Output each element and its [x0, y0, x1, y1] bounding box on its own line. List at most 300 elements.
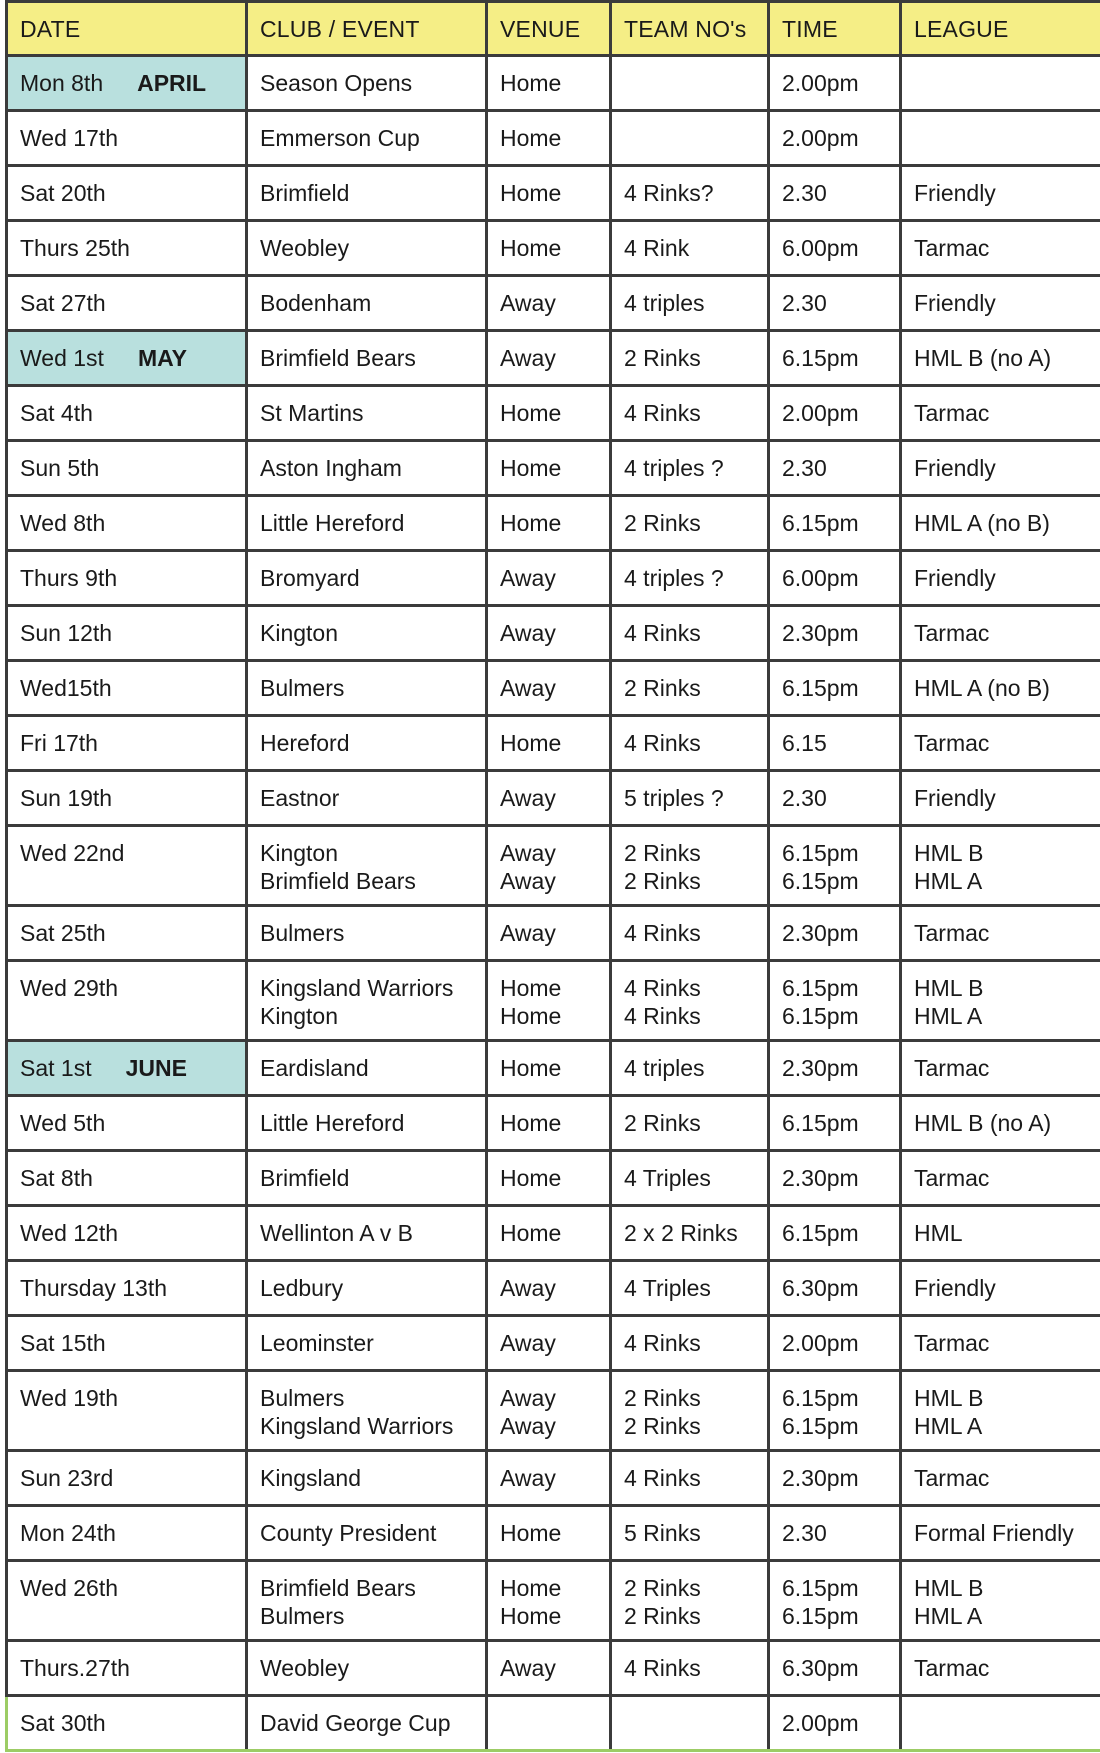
time-text: 2.30 [782, 785, 827, 811]
club-text: Kington [260, 1003, 339, 1029]
table-row [7, 606, 1100, 661]
venue-text: Home [500, 730, 562, 756]
club-text: Hereford [260, 730, 350, 756]
club-cell [247, 551, 487, 606]
club-cell [247, 1506, 487, 1561]
date-cell [7, 551, 247, 606]
time-text: 6.15pm [782, 1003, 859, 1029]
venue-text: Away [500, 1465, 556, 1491]
time-text: 6.15pm [782, 510, 859, 536]
header-club: CLUB / EVENT [247, 2, 487, 56]
date-text: Wed 19th [20, 1385, 119, 1411]
venue-text: Away [500, 1385, 556, 1411]
date-cell [7, 716, 247, 771]
venue-text: Away [500, 290, 556, 316]
club-text: Bulmers [260, 920, 345, 946]
month-label: MAY [137, 345, 187, 371]
date-cell [7, 441, 247, 496]
venue-text: Away [500, 1655, 556, 1681]
table-row [7, 661, 1100, 716]
team-cell [611, 716, 769, 771]
league-cell [901, 386, 1100, 441]
club-text: Bulmers [260, 1603, 345, 1629]
date-text: Thurs.27th [20, 1655, 130, 1681]
league-cell [901, 906, 1100, 961]
league-text: HML [914, 1220, 963, 1246]
league-text: Friendly [914, 180, 996, 206]
league-text: HML A [914, 868, 983, 894]
date-text: Sat 30th [20, 1710, 106, 1736]
league-cell [901, 166, 1100, 221]
team-cell [611, 331, 769, 386]
league-text: HML A (no B) [914, 510, 1050, 536]
table-row [7, 826, 1100, 906]
date-cell [7, 331, 247, 386]
date-cell [7, 661, 247, 716]
date-cell [7, 386, 247, 441]
date-text: Wed 26th [20, 1575, 119, 1601]
venue-cell [487, 1096, 611, 1151]
time-text: 6.15 [782, 730, 827, 756]
time-cell [769, 56, 901, 111]
league-text: HML B (no A) [914, 1110, 1052, 1136]
time-text: 2.30 [782, 455, 827, 481]
date-cell [7, 606, 247, 661]
league-text: Tarmac [914, 730, 990, 756]
venue-text: Home [500, 1575, 562, 1601]
time-cell [769, 386, 901, 441]
venue-text: Home [500, 1165, 562, 1191]
table-row [7, 111, 1100, 166]
table-row [7, 276, 1100, 331]
header-venue: VENUE [487, 2, 611, 56]
table-row [7, 716, 1100, 771]
time-cell [769, 1371, 901, 1451]
league-cell [901, 1561, 1100, 1641]
time-cell [769, 1316, 901, 1371]
table-row [7, 386, 1100, 441]
time-text: 6.15pm [782, 345, 859, 371]
club-text: Kingsland Warriors [260, 1413, 454, 1439]
team-cell [611, 606, 769, 661]
club-cell [247, 1696, 487, 1751]
venue-text: Home [500, 235, 562, 261]
club-text: Kingsland [260, 1465, 362, 1491]
team-cell [611, 56, 769, 111]
time-cell [769, 1261, 901, 1316]
venue-cell [487, 56, 611, 111]
club-cell [247, 221, 487, 276]
time-cell [769, 661, 901, 716]
club-text: Bulmers [260, 1385, 345, 1411]
league-cell [901, 1261, 1100, 1316]
club-text: Brimfield [260, 1165, 350, 1191]
date-text: Wed15th [20, 675, 112, 701]
table-row [7, 1371, 1100, 1451]
league-text: HML B [914, 975, 984, 1001]
club-text: Eastnor [260, 785, 340, 811]
date-cell [7, 1451, 247, 1506]
header-row [7, 2, 1100, 56]
time-text: 6.15pm [782, 675, 859, 701]
date-text: Wed 22nd [20, 840, 125, 866]
venue-text: Away [500, 1330, 556, 1356]
club-cell [247, 496, 487, 551]
league-text: Formal Friendly [914, 1520, 1074, 1546]
team-cell [611, 386, 769, 441]
date-cell [7, 1151, 247, 1206]
team-text: 4 Triples [624, 1275, 711, 1301]
venue-text: Home [500, 1603, 562, 1629]
club-text: Emmerson Cup [260, 125, 420, 151]
time-cell [769, 1041, 901, 1096]
venue-text: Home [500, 1055, 562, 1081]
venue-text: Away [500, 1413, 556, 1439]
venue-cell [487, 496, 611, 551]
club-text: Season Opens [260, 70, 413, 96]
venue-text: Away [500, 620, 556, 646]
club-cell [247, 331, 487, 386]
team-text: 2 Rinks [624, 868, 701, 894]
team-text: 4 Rinks [624, 975, 701, 1001]
venue-text: Home [500, 1520, 562, 1546]
team-text: 2 Rinks [624, 1603, 701, 1629]
table-row [7, 771, 1100, 826]
table-row [7, 166, 1100, 221]
team-text: 5 Rinks [624, 1520, 701, 1546]
date-text: Sat 25th [20, 920, 106, 946]
date-text: Wed 1st [20, 345, 104, 371]
league-cell [901, 961, 1100, 1041]
club-cell [247, 771, 487, 826]
league-text: Tarmac [914, 1165, 990, 1191]
date-cell [7, 961, 247, 1041]
date-cell [7, 496, 247, 551]
league-cell [901, 551, 1100, 606]
date-cell [7, 906, 247, 961]
table-row [7, 496, 1100, 551]
venue-text: Away [500, 868, 556, 894]
club-text: Kington [260, 840, 339, 866]
time-text: 2.00pm [782, 1330, 859, 1356]
club-cell [247, 111, 487, 166]
league-cell [901, 221, 1100, 276]
league-cell [901, 496, 1100, 551]
month-label: APRIL [137, 70, 207, 96]
date-cell [7, 1206, 247, 1261]
club-cell [247, 1316, 487, 1371]
table-row [7, 1451, 1100, 1506]
time-cell [769, 551, 901, 606]
club-text: Bodenham [260, 290, 372, 316]
league-text: HML B [914, 1575, 984, 1601]
club-text: Weobley [260, 235, 350, 261]
time-text: 2.30 [782, 180, 827, 206]
date-cell [7, 56, 247, 111]
club-text: County President [260, 1520, 437, 1546]
time-cell [769, 716, 901, 771]
club-cell [247, 1041, 487, 1096]
time-text: 6.15pm [782, 1575, 859, 1601]
venue-cell [487, 606, 611, 661]
team-cell [611, 906, 769, 961]
team-text: 2 Rinks [624, 510, 701, 536]
league-cell [901, 111, 1100, 166]
team-text: 4 triples [624, 290, 705, 316]
date-text: Thursday 13th [20, 1275, 168, 1301]
club-cell [247, 1206, 487, 1261]
time-text: 2.30pm [782, 1165, 859, 1191]
team-cell [611, 1641, 769, 1696]
venue-text: Away [500, 785, 556, 811]
league-text: HML B [914, 1385, 984, 1411]
date-text: Thurs 25th [20, 235, 130, 261]
table-row [7, 331, 1100, 386]
time-cell [769, 441, 901, 496]
time-text: 2.30pm [782, 920, 859, 946]
league-text: Friendly [914, 290, 996, 316]
team-cell [611, 1696, 769, 1751]
date-text: Sun 12th [20, 620, 113, 646]
league-text: HML A [914, 1603, 983, 1629]
date-cell [7, 1096, 247, 1151]
venue-text: Home [500, 1110, 562, 1136]
venue-cell [487, 1151, 611, 1206]
league-text: Friendly [914, 785, 996, 811]
date-text: Sun 19th [20, 785, 113, 811]
club-cell [247, 661, 487, 716]
header-date: DATE [7, 2, 247, 56]
league-cell [901, 56, 1100, 111]
time-text: 2.30pm [782, 1465, 859, 1491]
date-cell [7, 1041, 247, 1096]
time-text: 6.30pm [782, 1655, 859, 1681]
league-cell [901, 661, 1100, 716]
league-text: Tarmac [914, 1330, 990, 1356]
time-cell [769, 906, 901, 961]
league-text: HML A (no B) [914, 675, 1050, 701]
club-cell [247, 1451, 487, 1506]
club-text: Bromyard [260, 565, 360, 591]
time-cell [769, 111, 901, 166]
team-text: 2 Rinks [624, 1575, 701, 1601]
time-text: 2.30 [782, 290, 827, 316]
team-cell [611, 1506, 769, 1561]
time-text: 2.00pm [782, 125, 859, 151]
club-cell [247, 166, 487, 221]
team-cell [611, 1371, 769, 1451]
team-text: 2 Rinks [624, 345, 701, 371]
date-text: Sat 15th [20, 1330, 106, 1356]
venue-text: Home [500, 180, 562, 206]
venue-text: Home [500, 1003, 562, 1029]
team-cell [611, 961, 769, 1041]
table-row [7, 961, 1100, 1041]
table-row [7, 221, 1100, 276]
league-text: Tarmac [914, 620, 990, 646]
date-text: Sun 23rd [20, 1465, 114, 1491]
time-text: 2.00pm [782, 400, 859, 426]
time-cell [769, 606, 901, 661]
table-header [7, 2, 1100, 56]
venue-cell [487, 771, 611, 826]
venue-cell [487, 1261, 611, 1316]
league-text: Friendly [914, 455, 996, 481]
club-text: David George Cup [260, 1710, 451, 1736]
team-cell [611, 1561, 769, 1641]
time-cell [769, 1696, 901, 1751]
league-cell [901, 1506, 1100, 1561]
club-cell [247, 1641, 487, 1696]
time-text: 6.00pm [782, 565, 859, 591]
header-league: LEAGUE [901, 2, 1100, 56]
league-cell [901, 441, 1100, 496]
date-text: Sat 8th [20, 1165, 93, 1191]
team-cell [611, 1041, 769, 1096]
date-text: Wed 5th [20, 1110, 106, 1136]
time-cell [769, 961, 901, 1041]
venue-cell [487, 551, 611, 606]
team-text: 2 Rinks [624, 840, 701, 866]
venue-text: Away [500, 840, 556, 866]
venue-text: Away [500, 1275, 556, 1301]
venue-cell [487, 716, 611, 771]
team-text: 4 Triples [624, 1165, 711, 1191]
league-cell [901, 1041, 1100, 1096]
league-cell [901, 1316, 1100, 1371]
team-text: 2 x 2 Rinks [624, 1220, 738, 1246]
date-cell [7, 1641, 247, 1696]
team-text: 4 triples ? [624, 455, 724, 481]
month-label: JUNE [125, 1055, 187, 1081]
table-row [7, 1506, 1100, 1561]
team-text: 2 Rinks [624, 1110, 701, 1136]
club-text: Ledbury [260, 1275, 344, 1301]
time-text: 6.15pm [782, 1385, 859, 1411]
date-text: Wed 17th [20, 125, 119, 151]
venue-cell [487, 906, 611, 961]
date-text: Sat 4th [20, 400, 93, 426]
club-text: Brimfield Bears [260, 868, 416, 894]
date-text: Mon 24th [20, 1520, 116, 1546]
time-text: 6.15pm [782, 975, 859, 1001]
time-text: 6.00pm [782, 235, 859, 261]
team-text: 2 Rinks [624, 675, 701, 701]
team-cell [611, 111, 769, 166]
table-row [7, 56, 1100, 111]
venue-cell [487, 221, 611, 276]
time-text: 6.15pm [782, 1413, 859, 1439]
table-row [7, 551, 1100, 606]
time-cell [769, 1151, 901, 1206]
date-cell [7, 166, 247, 221]
time-cell [769, 496, 901, 551]
team-cell [611, 661, 769, 716]
league-text: HML A [914, 1003, 983, 1029]
team-cell [611, 1151, 769, 1206]
club-cell [247, 276, 487, 331]
venue-cell [487, 1451, 611, 1506]
table-row [7, 1641, 1100, 1696]
team-cell [611, 1261, 769, 1316]
date-cell [7, 1371, 247, 1451]
table-body [7, 56, 1100, 1751]
time-text: 2.30 [782, 1520, 827, 1546]
date-cell [7, 771, 247, 826]
team-cell [611, 166, 769, 221]
date-text: Wed 29th [20, 975, 119, 1001]
team-text: 2 Rinks [624, 1413, 701, 1439]
team-text: 4 Rinks [624, 920, 701, 946]
league-cell [901, 1451, 1100, 1506]
club-cell [247, 1261, 487, 1316]
table-row [7, 441, 1100, 496]
date-cell [7, 1506, 247, 1561]
league-cell [901, 826, 1100, 906]
date-text: Sat 27th [20, 290, 106, 316]
team-text: 4 Rinks [624, 400, 701, 426]
league-text: Tarmac [914, 920, 990, 946]
team-cell [611, 276, 769, 331]
time-cell [769, 1506, 901, 1561]
table-row [7, 1206, 1100, 1261]
date-text: Sat 1st [20, 1055, 92, 1081]
club-cell [247, 716, 487, 771]
date-cell [7, 1696, 247, 1751]
club-cell [247, 441, 487, 496]
venue-text: Home [500, 1220, 562, 1246]
team-cell [611, 1316, 769, 1371]
table-row [7, 1041, 1100, 1096]
time-text: 6.15pm [782, 1110, 859, 1136]
club-text: Kingsland Warriors [260, 975, 454, 1001]
time-text: 6.15pm [782, 868, 859, 894]
team-text: 5 triples ? [624, 785, 724, 811]
venue-cell [487, 1316, 611, 1371]
venue-cell [487, 1371, 611, 1451]
team-text: 4 triples ? [624, 565, 724, 591]
team-cell [611, 1451, 769, 1506]
league-text: Tarmac [914, 1655, 990, 1681]
league-cell [901, 716, 1100, 771]
league-cell [901, 1206, 1100, 1261]
team-cell [611, 1206, 769, 1261]
date-cell [7, 826, 247, 906]
time-text: 6.30pm [782, 1275, 859, 1301]
venue-text: Home [500, 455, 562, 481]
venue-text: Away [500, 345, 556, 371]
venue-cell [487, 386, 611, 441]
venue-cell [487, 276, 611, 331]
league-cell [901, 606, 1100, 661]
team-text: 4 Rinks? [624, 180, 714, 206]
time-text: 2.30pm [782, 1055, 859, 1081]
time-text: 6.15pm [782, 840, 859, 866]
venue-cell [487, 661, 611, 716]
league-cell [901, 771, 1100, 826]
date-cell [7, 221, 247, 276]
time-cell [769, 1641, 901, 1696]
table-row [7, 1316, 1100, 1371]
time-cell [769, 1206, 901, 1261]
team-cell [611, 221, 769, 276]
league-text: HML A [914, 1413, 983, 1439]
table-row [7, 1261, 1100, 1316]
club-cell [247, 1096, 487, 1151]
table-row [7, 1561, 1100, 1641]
league-cell [901, 331, 1100, 386]
date-text: Thurs 9th [20, 565, 118, 591]
